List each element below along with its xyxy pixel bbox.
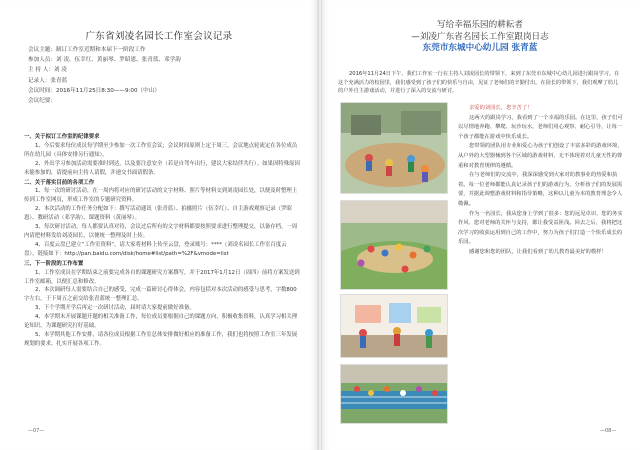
letter-greeting: 亲爱的刘园长，您辛苦了！ bbox=[469, 105, 533, 111]
track-activity-photo bbox=[340, 364, 448, 424]
article-subtitle: —刘凌广东省名园长工作室跟岗日志 bbox=[411, 31, 549, 42]
article-paragraph: 在与老师们的交流中，我深深感受到大家对幼教事业的热爱和执着。每一位老师都能认真记录孩子们的游戏行为，分析孩子们的发展需要，并据此调整游戏材料和指导策略，这种以儿童为本的教育理念令人敬佩。 bbox=[458, 172, 623, 207]
article-title: 写给幸福乐园的耕耘者 bbox=[437, 20, 523, 30]
section-heading: 一、关于拟订工作室的纪律要求 bbox=[24, 134, 100, 140]
meta-line: 记录人：张青蓝 bbox=[28, 77, 68, 84]
section-heading: 二、关于落实目前的各项工作 bbox=[24, 179, 95, 186]
minutes-paragraph: 1、今后要求每位成员每学期至少参加一次工作室会议；会议时间原则上定于周三，会议地点轮流定在各位成员所在幼儿园（具体安排另行通知）。 bbox=[24, 142, 298, 158]
left-page-number: —07— bbox=[28, 428, 45, 434]
right-page-number: —08— bbox=[600, 428, 617, 434]
minutes-paragraph: 2、本次调研每人需要结合自己的感受，完成一篇研讨心得体会，内容包括对本次活动的感受与思考，字数800字左右，于下周五之前交给张青蓝统一整理汇总。 bbox=[24, 287, 297, 303]
article-paragraph: 感谢您和您的团队，让我们看到了幼儿教育最美好的模样！ bbox=[469, 248, 607, 255]
meeting-minutes-body bbox=[24, 132, 300, 349]
minutes-paragraph: 4、本学期末开展课题开题的相关准备工作，每位成员要根据自己的课题方向，积极收集资料，认真学习相关理论知识，为课题研究打好基础。 bbox=[24, 314, 298, 330]
meta-line: 会议时间：2016年11月25日8:30——9:00（中山） bbox=[28, 87, 160, 94]
minutes-paragraph: 1、每一次的研讨活动，在一周内将对应的研讨活动的文字材料、照片等材料交到刘凌园长处，以便及时整理上传到工作室网页，形成工作室的专题研究资料。 bbox=[24, 188, 298, 204]
article-paragraph: 这两天的跟岗学习，我看到了一个幸福的乐园。在这里，孩子们可以尽情地奔跑、攀爬、玩沙玩水，老师们用心观察、耐心引导，让每一个孩子都能在游戏中快乐成长。 bbox=[458, 114, 623, 140]
minutes-paragraph: 3、每次研讨活动，每人都要认真对待，会议过后所有的文字材料都要按照要求进行整理提交，以备存档。一周内请把材料发给刘凌园长，以便统一整理及时上传。 bbox=[24, 224, 298, 239]
meta-line: 会议主题：制订工作室近期和本届下一阶段工作 bbox=[28, 47, 146, 53]
meta-line: 参加人员：刘 凌、伍幸红、黄丽琴、罗昭恩、张青蓝、邓学韵 bbox=[28, 57, 181, 64]
meta-line: 会议纪要： bbox=[28, 98, 56, 105]
children-painting-wall-photo bbox=[340, 294, 448, 358]
minutes-paragraph: 5、本学期其他工作安排，请各位成员根据工作室总体安排做好相应的准备工作，我们也将按照工作室三年发展规划的要求，扎实开展各项工作。 bbox=[24, 331, 298, 347]
minutes-paragraph: 2、本次活动的工作任务分配如下：撰写活动通讯（张青蓝）、拍摄照片（伍幸红）、自主游戏观察记录（罗昭恩）、教研活动（邓学韵）、课题资料（黄丽琴）。 bbox=[24, 206, 292, 222]
article-author: 东莞市东城中心幼儿园 张青蓝 bbox=[422, 43, 538, 53]
left-page-title: 广东省刘凌名园长工作室会议记录 bbox=[85, 31, 233, 42]
children-on-playground-photo bbox=[340, 102, 448, 194]
meeting-meta bbox=[28, 45, 298, 106]
right-page-title bbox=[330, 20, 630, 55]
article-paragraph: 您带领的团队用专业和爱心为孩子们创设了丰富多彩的游戏环境，从户外的大型器械到各个区域的游戏材料，无不体现着对儿童天性的尊重和对教育规律的遵循。 bbox=[458, 143, 623, 169]
section-heading: 三、下一阶段的工作布置 bbox=[24, 260, 84, 267]
article-paragraph: 作为一名园长，我从您身上学到了很多：您的远见卓识、您的务实作风、您对老师的关怀与支持，都让我受益匪浅。回去之后，我将把这次学习的收获运用到自己的工作中，努力为孩子们打造一个快乐成长的乐园。 bbox=[458, 210, 623, 246]
outdoor-sand-play-photo bbox=[340, 200, 448, 290]
minutes-paragraph: 2、外出学习参加活动需要准时到达，以及要注意安全（若是自驾车出行，建议大家结伴共行）。如果因特殊原因未能参加的，请提前向主持人请假，并递交书面请假条。 bbox=[24, 160, 300, 176]
article-body bbox=[458, 104, 626, 258]
minutes-paragraph: 4、百度云盘已建立“工作室资料”，请大家将材料上传至云盘，登录账号：****（刘凌名园长工作室百度云盘），链接如下：http://pan.baidu.com/disk/home#list/path=%2F&vmode=list bbox=[24, 241, 287, 257]
article-intro: 2016年11月24日下午，我们工作室一行在主持人刘凌园长的带领下，来到了东莞市东城中心幼儿园进行跟岗学习。在这个充满活力的校园里，我们感受到了孩子们的快乐与自由，见证了老师们的辛勤付出。在园长的带领下，我们观摩了幼儿的户外自主游戏活动，并进行了深入的交流与研讨。 bbox=[338, 71, 620, 94]
minutes-paragraph: 1、工作室成员在学期结束之前要完成各自的课题研究方案撰写，并于2017年1月12日（周四）前将方案发送到工作室邮箱，以便汇总和修改。 bbox=[24, 269, 300, 285]
meta-line: 主 持 人：刘 凌 bbox=[28, 67, 67, 74]
minutes-paragraph: 3、下个学期开学后再定一次研讨活动，届时请大家提前做好准备。 bbox=[35, 305, 195, 312]
